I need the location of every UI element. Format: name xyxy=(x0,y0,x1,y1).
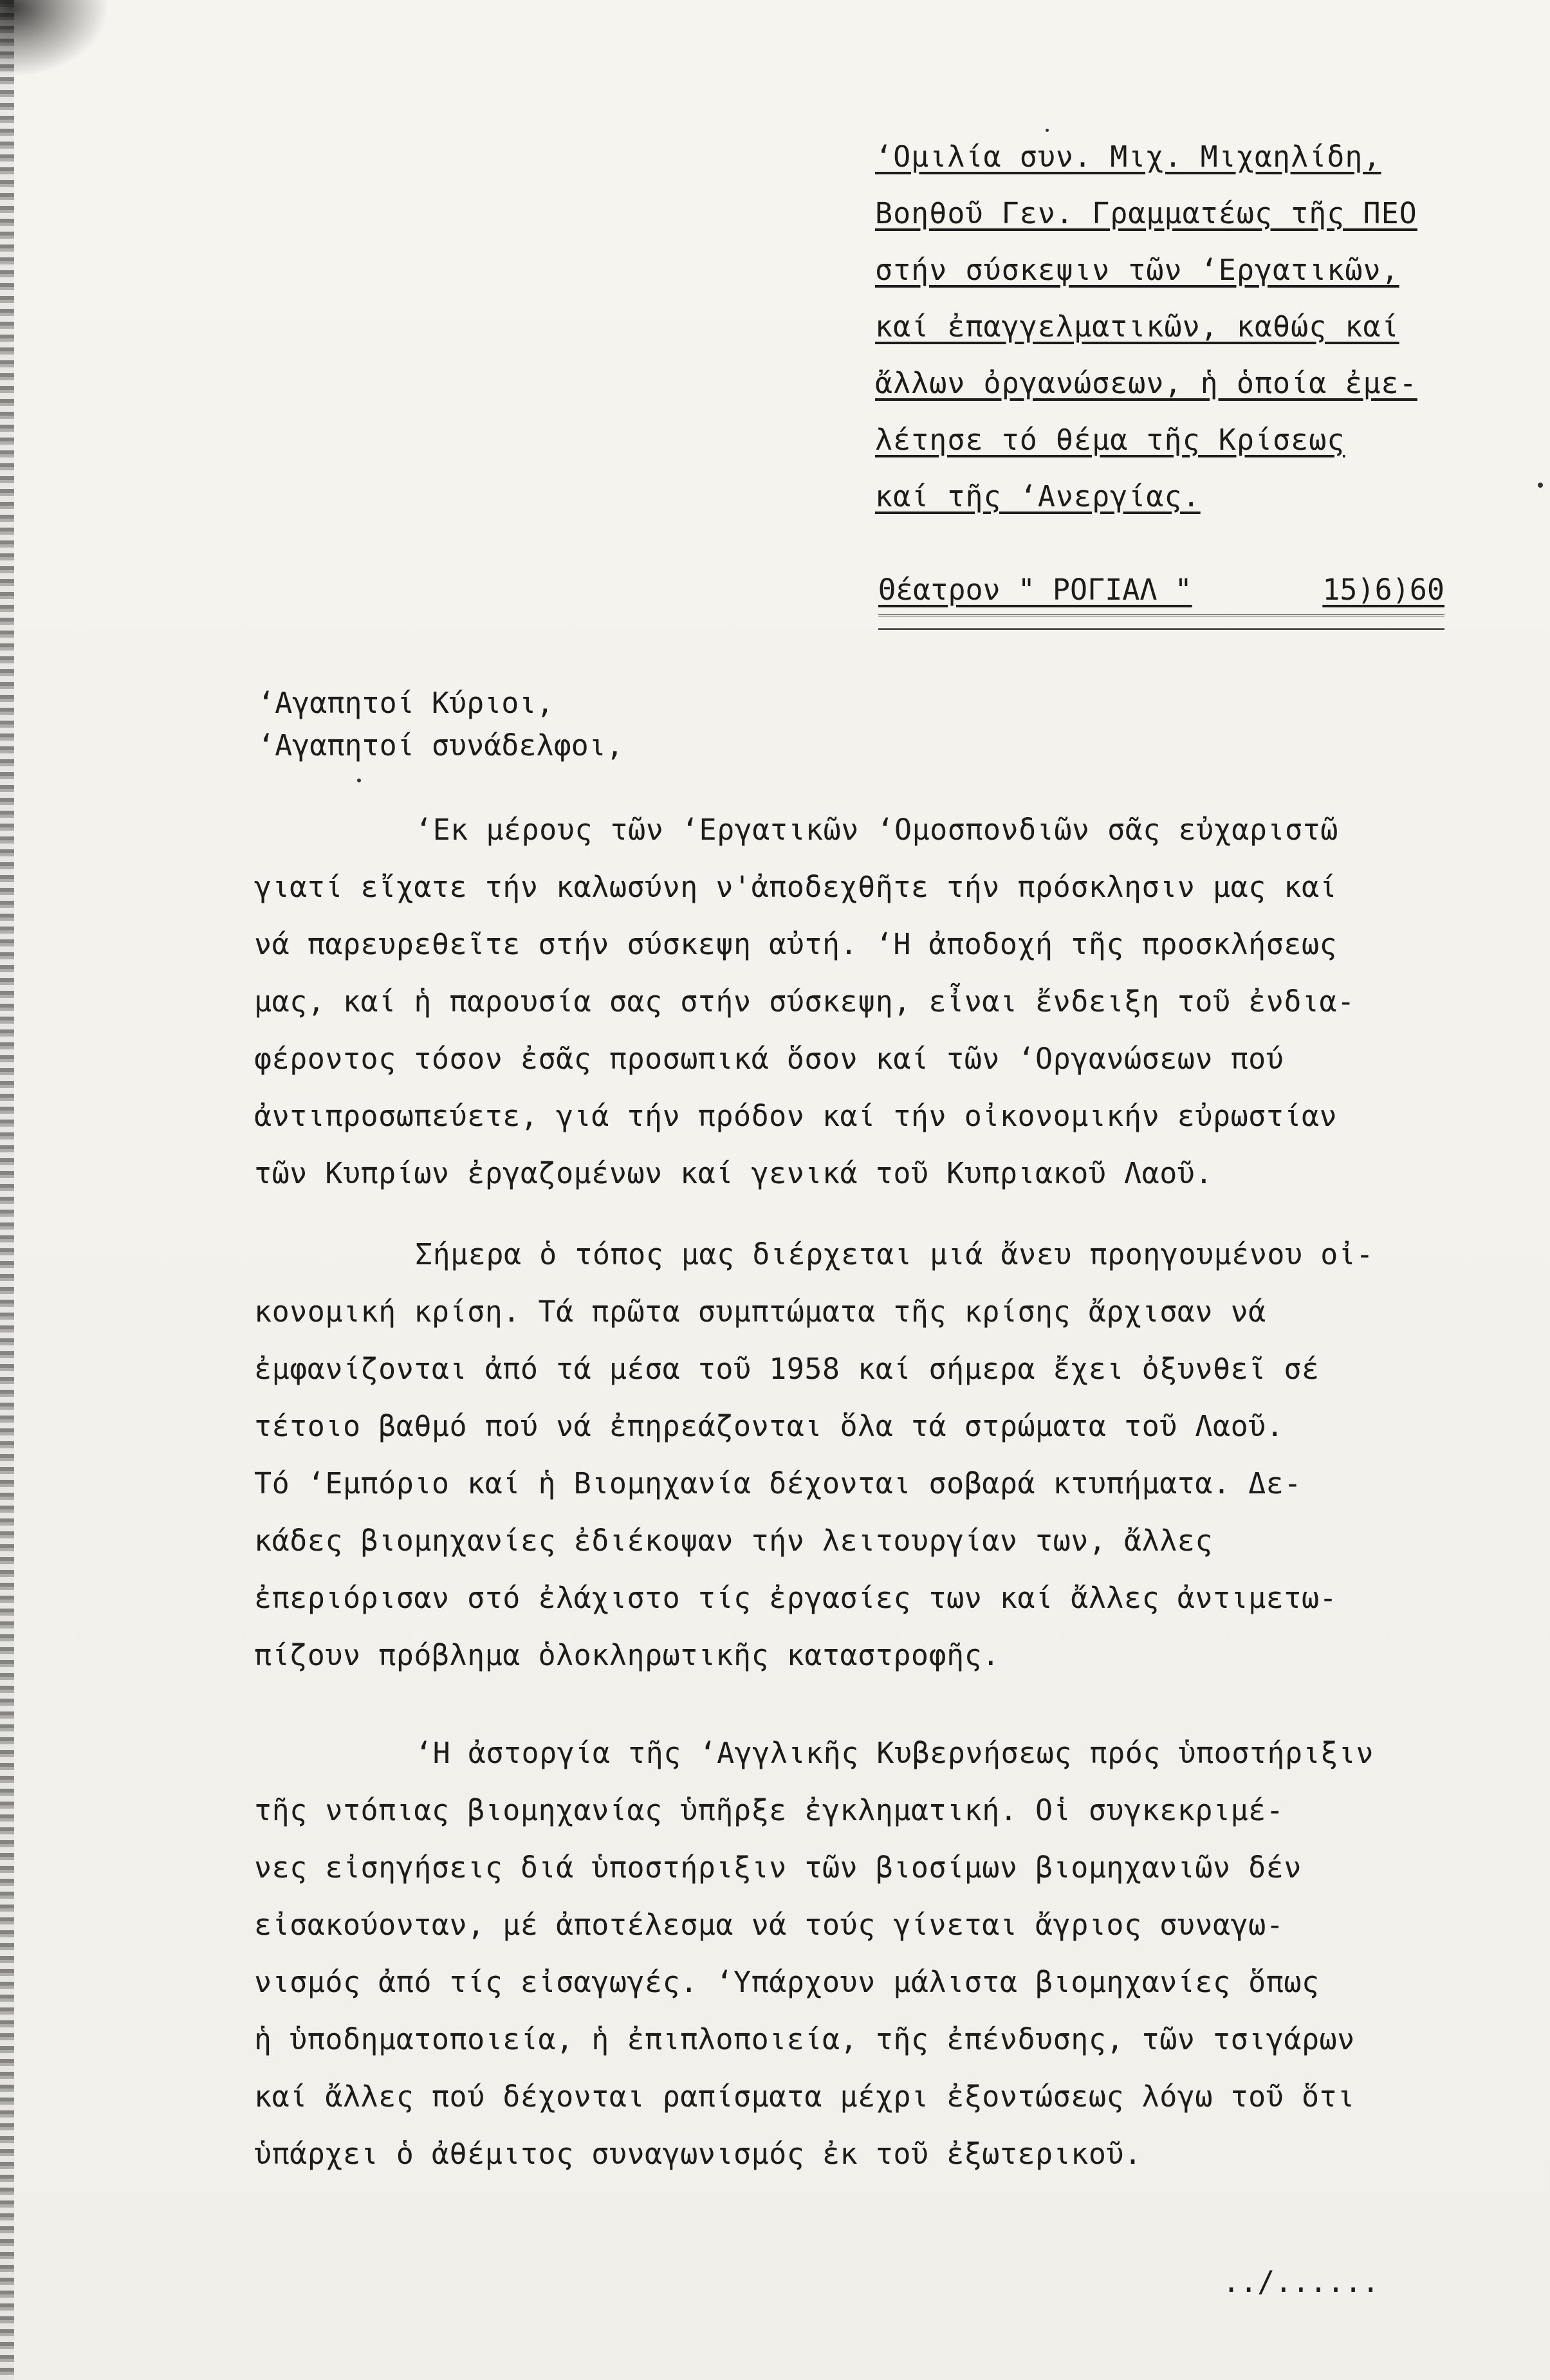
salutation-line: ‘Αγαπητοί Κύριοι, xyxy=(257,686,554,720)
double-underline-rule xyxy=(878,614,1444,630)
text-line: Τό ‘Εμπόριο καί ἡ Βιομηχανία δέχονται σοβαρά κτυπήματα. Δε- xyxy=(254,1466,1302,1500)
text-line: ‘Εκ μέρους τῶν ‘Εργατικῶν ‘Ομοσπονδιῶν σᾶς εὐχαριστῶ xyxy=(415,813,1338,847)
scan-edge-shadow xyxy=(0,0,14,2380)
text-line: ἀντιπροσωπεύετε, γιά τήν πρόδον καί τήν οἰκονομικήν εὐρωστίαν xyxy=(254,1099,1338,1133)
venue-name: Θέατρον " ΡΟΓΙΑΛ " xyxy=(878,573,1192,607)
ink-speck xyxy=(357,779,361,782)
heading-line: ‘Ομιλία συν. Μιχ. Μιχαηλίδη, xyxy=(875,140,1381,174)
salutation xyxy=(257,682,1029,767)
text-line: κονομική κρίση. Τά πρῶτα συμπτώματα τῆς κρίσης ἄρχισαν νά xyxy=(254,1295,1266,1329)
text-line: φέροντος τόσον ἐσᾶς προσωπικά ὅσον καί τῶν ‘Οργανώσεων πού xyxy=(254,1042,1284,1076)
text-line: τῆς ντόπιας βιομηχανίας ὑπῆρξε ἐγκληματική. Οἱ συγκεκριμέ- xyxy=(254,1793,1284,1827)
text-line: καί ἄλλες πού δέχονται ραπίσματα μέχρι ἐξοντώσεως λόγω τοῦ ὅτι xyxy=(254,2080,1355,2114)
text-line: Σήμερα ὁ τόπος μας διέρχεται μιά ἄνευ προηγουμένου οἰ- xyxy=(415,1237,1374,1271)
heading-line: ἄλλων ὀργανώσεων, ἡ ὁποία ἐμε- xyxy=(875,366,1417,400)
speech-heading xyxy=(875,129,1493,525)
text-line: μας, καί ἡ παρουσία σας στήν σύσκεψη, εἶναι ἔνδειξη τοῦ ἐνδια- xyxy=(254,984,1355,1019)
text-line: γιατί εἴχατε τήν καλωσύνη ν'ἀποδεχθῆτε τήν πρόσκλησιν μας καί xyxy=(254,870,1338,904)
heading-line: στήν σύσκεψιν τῶν ‘Εργατικῶν, xyxy=(875,253,1399,287)
paragraph-3 xyxy=(254,1724,1509,2182)
text-line: νισμός ἀπό τίς εἰσαγωγές. ‘Υπάρχουν μάλιστα βιομηχανίες ὅπως xyxy=(254,1965,1320,1999)
text-line: τέτοιο βαθμό πού νά ἐπηρεάζονται ὅλα τά στρώματα τοῦ Λαοῦ. xyxy=(254,1409,1284,1443)
venue-date-line xyxy=(878,573,1444,607)
text-line: τῶν Κυπρίων ἐργαζομένων καί γενικά τοῦ Κυπριακοῦ Λαοῦ. xyxy=(254,1156,1213,1190)
heading-line: καί τῆς ‘Ανεργίας. xyxy=(875,479,1201,513)
ink-speck xyxy=(1538,483,1543,488)
text-line: πίζουν πρόβλημα ὁλοκληρωτικῆς καταστροφῆς. xyxy=(254,1638,1000,1672)
heading-line: καί ἐπαγγελματικῶν, καθώς καί xyxy=(875,309,1399,344)
text-line: ἐπεριόρισαν στό ἐλάχιστο τίς ἐργασίες των καί ἄλλες ἀντιμετω- xyxy=(254,1581,1338,1615)
text-line: ἐμφανίζονται ἀπό τά μέσα τοῦ 1958 καί σήμερα ἔχει ὀξυνθεῖ σέ xyxy=(254,1352,1320,1386)
heading-line: Βοηθοῦ Γεν. Γραμματέως τῆς ΠΕΟ xyxy=(875,196,1417,230)
text-line: ‘Η ἀστοργία τῆς ‘Αγγλικῆς Κυβερνήσεως πρός ὑποστήριξιν xyxy=(415,1736,1374,1770)
text-line: νες εἰσηγήσεις διά ὑποστήριξιν τῶν βιοσίμων βιομηχανιῶν δέν xyxy=(254,1850,1302,1885)
salutation-line: ‘Αγαπητοί συνάδελφοι, xyxy=(257,728,623,762)
text-line: ὑπάρχει ὁ ἀθέμιτος συναγωνισμός ἐκ τοῦ ἐξωτερικοῦ. xyxy=(254,2137,1142,2171)
text-line: νά παρευρεθεῖτε στήν σύσκεψη αὐτή. ‘Η ἀποδοχή τῆς προσκλήσεως xyxy=(254,927,1338,961)
text-line: ἡ ὑποδηματοποιεία, ἡ ἐπιπλοποιεία, τῆς ἐπένδυσης, τῶν τσιγάρων xyxy=(254,2022,1355,2056)
scan-corner-shadow xyxy=(0,0,109,77)
heading-line: λέτησε τό θέμα τῆς Κρίσεως xyxy=(875,423,1345,457)
page-continuation-marker: ../...... xyxy=(1222,2265,1379,2299)
text-line: εἰσακούονταν, μέ ἀποτέλεσμα νά τούς γίνεται ἄγριος συναγω- xyxy=(254,1908,1284,1942)
paragraph-1 xyxy=(254,801,1509,1202)
text-line: κάδες βιομηχανίες ἐδιέκοψαν τήν λειτουργίαν των, ἄλλες xyxy=(254,1524,1213,1558)
paragraph-2 xyxy=(254,1226,1509,1684)
speech-date: 15)6)60 xyxy=(1322,573,1444,607)
